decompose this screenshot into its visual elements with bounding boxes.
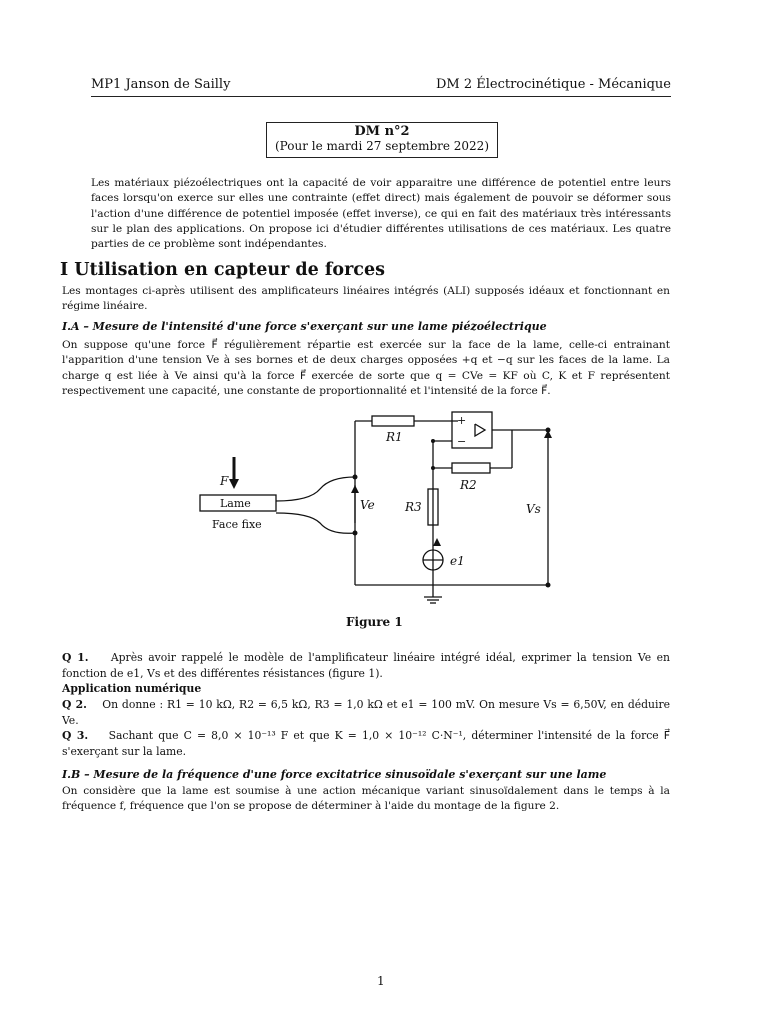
subsection-a-title: I.A – Mesure de l'intensité d'une force s'exerçant sur une lame piézoélectrique — [62, 320, 547, 333]
label-plus: + — [457, 414, 467, 427]
label-face-fixe: Face fixe — [212, 518, 262, 531]
label-minus: − — [457, 435, 467, 448]
label-force: F — [220, 474, 229, 488]
title-box — [266, 122, 498, 158]
header-right: DM 2 Électrocinétique - Mécanique — [435, 77, 671, 92]
label-e1: e1 — [450, 554, 465, 568]
q2-text: On donne : R1 = 10 kΩ, R2 = 6,5 kΩ, R3 = 1,0 kΩ et e1 = 100 mV. On mesure Vs = 6,50V, en déduire Ve. — [62, 698, 671, 727]
label-r2: R2 — [460, 478, 477, 492]
title-subtitle: (Pour le mardi 27 septembre 2022) — [274, 139, 489, 153]
q2-label: Q 2. — [62, 698, 87, 711]
header-rule — [91, 96, 671, 97]
question-2 — [62, 697, 670, 728]
resistor-r2 — [452, 463, 490, 473]
page-number: 1 — [377, 974, 385, 988]
subsection-b-title: I.B – Mesure de la fréquence d'une force excitatrice sinusoïdale s'exerçant sur une lame — [62, 768, 607, 781]
title-main: DM n°2 — [354, 124, 410, 139]
q3-label: Q 3. — [62, 729, 89, 742]
label-vs: Vs — [526, 502, 541, 516]
label-r3: R3 — [405, 500, 422, 514]
question-3 — [62, 728, 670, 759]
resistor-r1 — [372, 416, 414, 426]
section-intro: Les montages ci-après utilisent des amplificateurs linéaires intégrés (ALI) supposés idéaux et fonctionnant en régime linéaire. — [62, 285, 670, 313]
application-numerique: Application numérique — [62, 682, 202, 695]
label-lame: Lame — [220, 497, 251, 510]
question-1 — [62, 650, 670, 681]
q1-label: Q 1. — [62, 651, 89, 664]
circuit-diagram — [190, 405, 570, 615]
intro-paragraph: Les matériaux piézoélectriques ont la capacité de voir apparaitre une différence de potentiel entre leurs faces lorsqu'on exerce sur elles une contrainte (effet direct) mais également de pouvoir se déformer sous l'action d'une différence de potentiel imposée (effet inverse), ce qui en fait des matériaux très intéressants sur le plan des applications. On propose ici d'étudier différentes utilisations de ces matériaux. Les quatre parties de ce problème sont indépendantes. — [91, 177, 671, 251]
figure-caption: Figure 1 — [346, 615, 403, 629]
q3-text: Sachant que C = 8,0 × 10⁻¹³ F et que K = 1,0 × 10⁻¹² C·N⁻¹, déterminer l'intensité de la force F⃗ s'exerçant sur la lame. — [62, 729, 670, 758]
label-ve: Ve — [360, 498, 375, 512]
section-title: I Utilisation en capteur de forces — [60, 260, 385, 280]
subsection-b-text: On considère que la lame est soumise à une action mécanique variant sinusoïdalement dans le temps à la fréquence f, fréquence que l'on se propose de déterminer à l'aide du montage de la figure 2. — [62, 785, 670, 813]
header-left: MP1 Janson de Sailly — [91, 77, 231, 92]
q1-text: Après avoir rappelé le modèle de l'amplificateur linéaire intégré idéal, exprimer la tension Ve en fonction de e1, Vs et des différentes résistances (figure 1). — [62, 651, 671, 680]
label-r1: R1 — [386, 430, 403, 444]
subsection-a-text: On suppose qu'une force F⃗ régulièrement répartie est exercée sur la face de la lame, celle-ci entrainant l'apparition d'une tension Ve à ses bornes et de deux charges opposées +q et −q sur les faces de la lame. La charge q est liée à Ve ainsi qu'à la force F⃗ exercée de sorte que q = CVe = KF où C, K et F représentent respectivement une capacité, une constante de proportionnalité et l'intensité de la force F⃗. — [62, 339, 670, 397]
